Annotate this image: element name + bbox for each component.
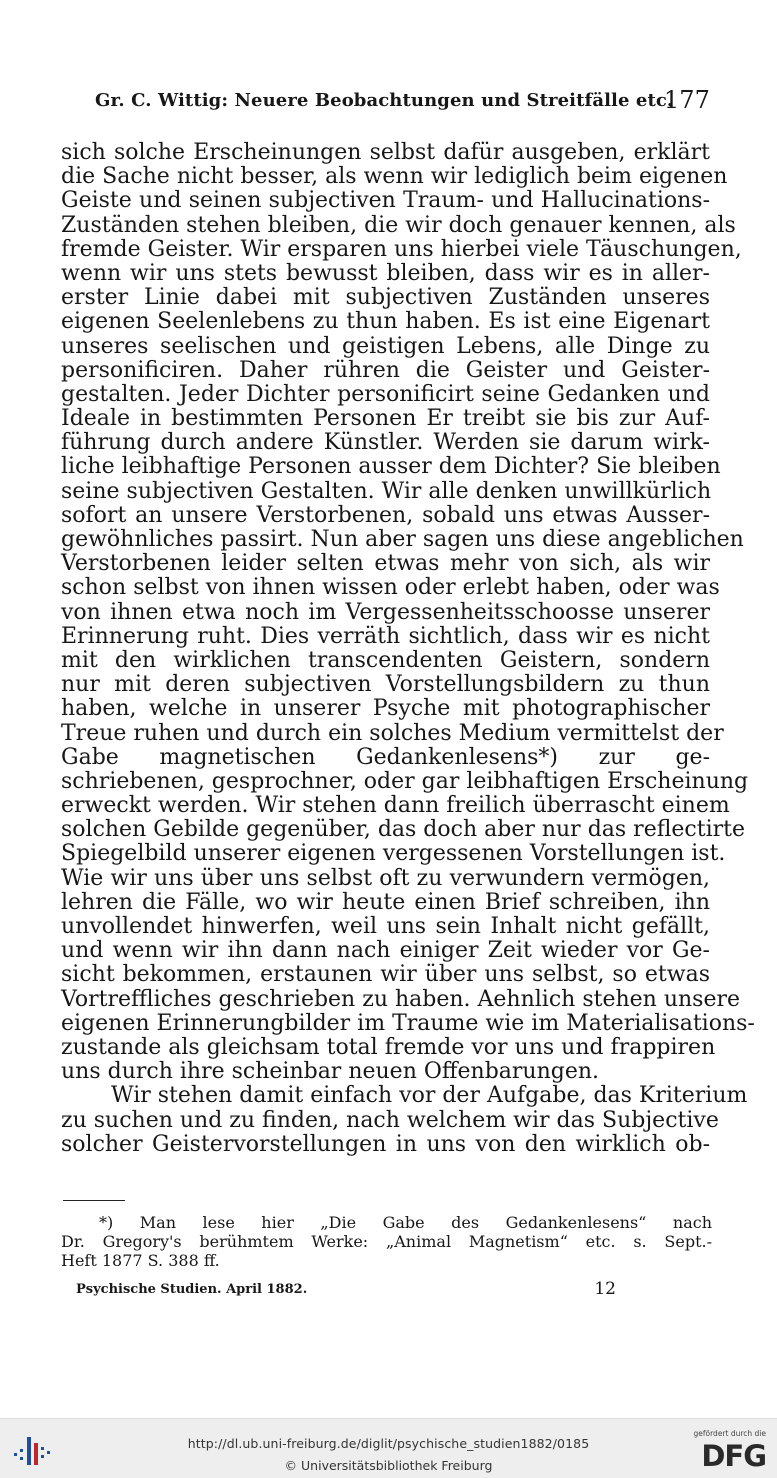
text-line: Spiegelbild unserer eigenen vergessenen Vorstellungen ist.	[61, 841, 726, 867]
journal-signature: Psychische Studien. April 1882.	[76, 1282, 308, 1297]
text-line: solcher Geistervorstellungen in uns von den wirklich ob-	[61, 1131, 710, 1157]
text-line: zustande als gleichsam total fremde vor uns und frappiren	[61, 1034, 716, 1060]
text-line: führung durch andere Künstler. Werden sie darum wirk-	[61, 430, 710, 456]
text-line: seine subjectiven Gestalten. Wir alle denken unwillkürlich	[61, 478, 712, 504]
footnote-line: Heft 1877 S. 388 ff.	[61, 1251, 220, 1270]
text-line: erster Linie dabei mit subjectiven Zuständen unseres	[61, 285, 710, 311]
footnote	[61, 1213, 712, 1270]
text-line: Zuständen stehen bleiben, die wir doch genauer kennen, als	[61, 212, 736, 238]
text-line: sicht bekommen, erstaunen wir über uns selbst, so etwas	[61, 962, 710, 988]
page-number: 177	[663, 86, 710, 114]
dfg-logo-icon	[694, 1429, 766, 1473]
text-line: sich solche Erscheinungen selbst dafür ausgeben, erklärt	[61, 140, 710, 165]
text-line: Ideale in bestimmten Personen Er treibt sie bis zur Auf-	[61, 406, 710, 432]
document-url[interactable]: http://dl.ub.uni-freiburg.de/diglit/psychische_studien1882/0185	[187, 1436, 590, 1451]
text-line: sofort an unsere Verstorbenen, sobald uns etwas Ausser-	[61, 502, 710, 528]
text-line: personificiren. Daher rühren die Geister und Geister-	[61, 357, 710, 383]
text-line: von ihnen etwa noch im Vergessenheitsschoosse unserer	[61, 599, 710, 625]
text-line: zu suchen und zu finden, nach welchem wir das Subjective	[61, 1107, 719, 1133]
text-line: gestalten. Jeder Dichter personificirt seine Gedanken und	[61, 381, 710, 407]
footnote-divider	[63, 1200, 125, 1201]
text-line: mit den wirklichen transcendenten Geistern, sondern	[61, 647, 710, 673]
dfg-caption: gefördert durch die	[693, 1429, 766, 1438]
text-line: unseres seelischen und geistigen Lebens, alle Dinge zu	[61, 333, 710, 359]
text-line: Verstorbenen leider selten etwas mehr von sich, als wir	[61, 551, 710, 577]
text-line: Geiste und seinen subjectiven Traum- und Hallucinations-	[61, 188, 710, 214]
text-line: wenn wir uns stets bewusst bleiben, dass wir es in aller-	[61, 260, 710, 286]
text-line: nur mit deren subjectiven Vorstellungsbildern zu thun	[61, 672, 710, 698]
text-line: Erinnerung ruht. Dies verräth sichtlich, dass wir es nicht	[61, 623, 710, 649]
text-line: solchen Gebilde gegenüber, das doch aber nur das reflectirte	[61, 817, 745, 843]
text-line: Wie wir uns über uns selbst oft zu verwundern vermögen,	[61, 865, 710, 891]
body-text	[61, 140, 755, 1157]
running-head-title: Gr. C. Wittig: Neuere Beobachtungen und Streitfälle etc.	[95, 90, 674, 111]
text-line: die Sache nicht besser, als wenn wir lediglich beim eigenen	[61, 164, 728, 190]
text-line: erweckt werden. Wir stehen dann freilich überrascht einem	[61, 793, 730, 819]
dfg-mark: DFG	[701, 1439, 766, 1473]
printer-signature-line	[76, 1279, 616, 1302]
text-line: Vortreffliches geschrieben zu haben. Aehnlich stehen unsere	[61, 986, 741, 1012]
copyright-notice: © Universitätsbibliothek Freiburg	[284, 1458, 493, 1473]
text-line: Gabe magnetischen Gedankenlesens*) zur ge-	[61, 744, 710, 770]
text-line: eigenen Erinnerungbilder im Traume wie im Materialisations-	[61, 1010, 755, 1036]
text-line: eigenen Seelenlebens zu thun haben. Es ist eine Eigenart	[61, 309, 710, 335]
text-line: und wenn wir ihn dann nach einiger Zeit wieder vor Ge-	[61, 938, 710, 964]
viewer-footer	[0, 1418, 777, 1478]
text-line: Treue ruhen und durch ein solches Medium vermittelst der	[61, 720, 724, 746]
footnote-line: Dr. Gregory's berühmtem Werke: „Animal Magnetism“ etc. s. Sept.-	[61, 1232, 712, 1251]
text-line: fremde Geister. Wir ersparen uns hierbei viele Täuschungen,	[61, 236, 742, 262]
text-line: gewöhnliches passirt. Nun aber sagen uns diese angeblichen	[61, 527, 744, 552]
text-line: uns durch ihre scheinbar neuen Offenbarungen.	[61, 1059, 600, 1085]
text-line: lehren die Fälle, wo wir heute einen Brief schreiben, ihn	[61, 889, 710, 915]
text-line: schriebenen, gesprochner, oder gar leibhaftigen Erscheinung	[61, 768, 749, 794]
paragraph-first-line: Wir stehen damit einfach vor der Aufgabe, das Kriterium	[111, 1083, 748, 1109]
text-line: schon selbst von ihnen wissen oder erlebt haben, oder was	[61, 575, 720, 601]
text-line: liche leibhaftige Personen ausser dem Dichter? Sie bleiben	[61, 454, 721, 480]
running-head	[95, 86, 710, 120]
text-line: haben, welche in unserer Psyche mit photographischer	[61, 696, 710, 722]
text-line: unvollendet hinwerfen, weil uns sein Inhalt nicht gefällt,	[61, 914, 710, 939]
sheet-number: 12	[594, 1279, 616, 1299]
footnote-line: *) Man lese hier „Die Gabe des Gedankenlesens“ nach	[99, 1213, 712, 1232]
